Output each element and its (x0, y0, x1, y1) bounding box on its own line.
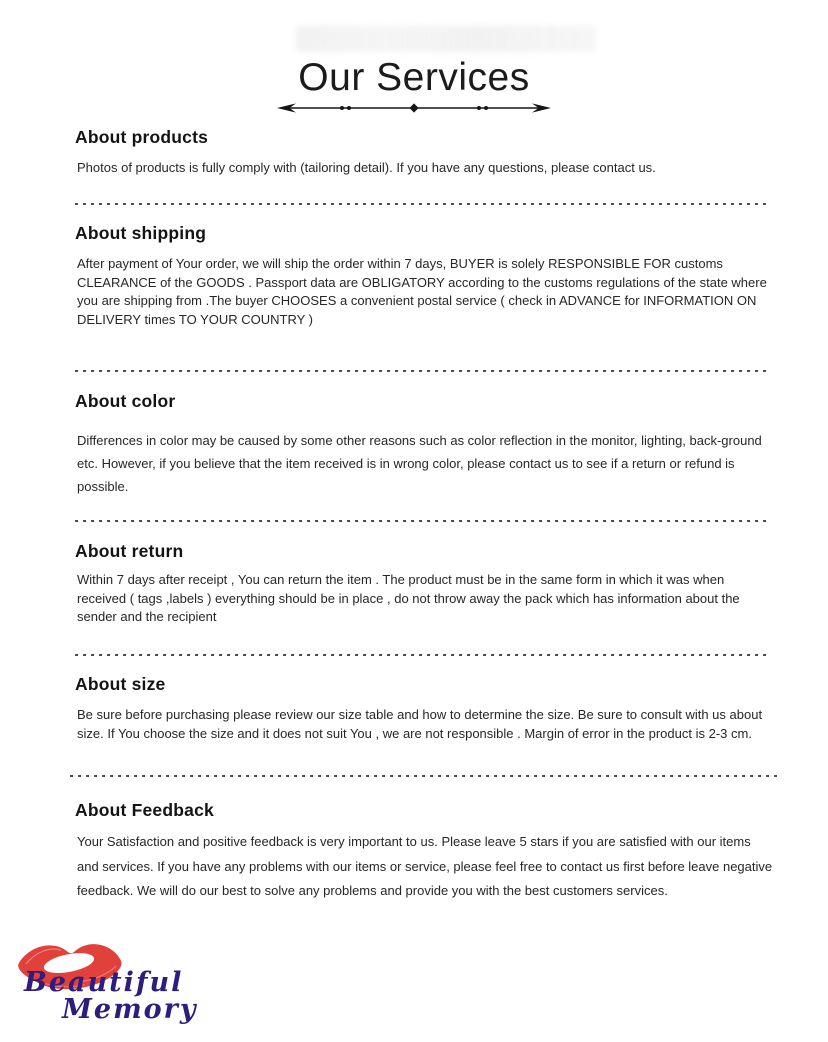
section-heading-feedback: About Feedback (75, 800, 214, 820)
section-body-return: Within 7 days after receipt , You can return the item . The product must be in the same form in which it was when received ( tags ,labels ) everything should be in place , do not throw away the pack which has information about the sender and the recipient (77, 572, 740, 624)
section-heading-return: About return (75, 541, 184, 561)
section-heading-shipping: About shipping (75, 223, 207, 243)
faded-text-artifact (296, 26, 596, 52)
separator (75, 370, 768, 372)
separator (75, 654, 768, 656)
title-divider-ornament (276, 100, 552, 116)
separator (70, 775, 782, 777)
section-body-products: Photos of products is fully comply with (tailoring detail). If you have any questions, please contact us. (77, 160, 656, 175)
separator (75, 203, 768, 205)
section-heading-size: About size (75, 674, 166, 694)
section-body-color: Differences in color may be caused by some other reasons such as color reflection in the monitor, lighting, back-ground etc. However, if you believe that the item received is in wrong color, please contact us to see if a return or refund is possible. (77, 433, 762, 494)
brand-name-line1: Beautiful (24, 967, 184, 998)
page-title: Our Services (298, 56, 530, 99)
section-body-feedback: Your Satisfaction and positive feedback is very important to us. Please leave 5 stars if you are satisfied with our items and services. If you have any problems with our items or service, please feel free to contact us first before leave negative feedback. We will do our best to solve any problems and provide you with the best customers services. (77, 834, 773, 898)
separator (75, 520, 768, 522)
section-heading-products: About products (75, 127, 209, 147)
section-body-shipping: After payment of Your order, we will ship the order within 7 days, BUYER is solely RESPONSIBLE FOR customs CLEARANCE of the GOODS . Passport data are OBLIGATORY according to the customs regulations of the state where you are shipping from .The buyer CHOOSES a convenient postal service ( check in ADVANCE for INFORMATION ON DELIVERY times TO YOUR COUNTRY ) (77, 256, 767, 327)
brand-logo (0, 930, 230, 1040)
section-heading-color: About color (75, 391, 176, 411)
brand-name-line2: Memory (62, 994, 198, 1025)
section-body-size: Be sure before purchasing please review our size table and how to determine the size. Be sure to consult with us about size. If You choose the size and it does not suit You , we are not responsible . Margin of error in the product is 2-3 cm. (77, 707, 763, 741)
